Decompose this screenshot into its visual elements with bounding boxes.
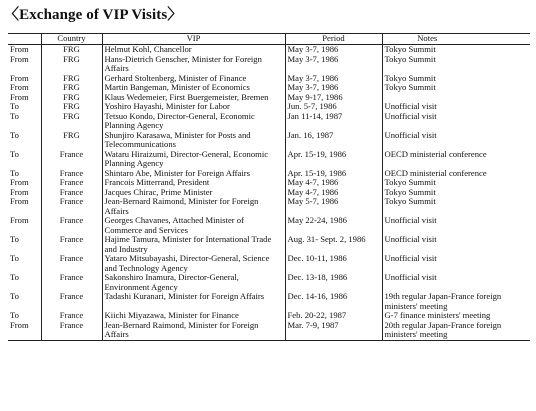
notes-cell: OECD ministerial conference bbox=[382, 150, 530, 169]
notes-cell: Tokyo Summit bbox=[382, 83, 530, 93]
notes-cell: Tokyo Summit bbox=[382, 74, 530, 84]
country-cell: France bbox=[41, 197, 102, 216]
country-cell: France bbox=[41, 273, 102, 292]
table-row bbox=[8, 292, 530, 311]
period-cell: Feb. 20-22, 1987 bbox=[285, 311, 382, 321]
vip-cell: Yoshiro Hayashi, Minister for Labor bbox=[102, 102, 285, 112]
country-cell: France bbox=[41, 311, 102, 321]
direction-cell: From bbox=[10, 216, 29, 225]
direction-cell: From bbox=[10, 92, 29, 102]
direction-cell: From bbox=[10, 73, 29, 83]
table-row bbox=[8, 197, 530, 216]
vip-visits-table bbox=[8, 33, 530, 341]
table-row bbox=[8, 55, 530, 74]
country-cell: France bbox=[41, 235, 102, 254]
vip-cell: Georges Chavanes, Attached Minister of Commerce and Services bbox=[102, 216, 285, 235]
vip-cell: Wataru Hiraizumi, Director-General, Economic Planning Agency bbox=[102, 150, 285, 169]
vip-cell: Hans-Dietrich Genscher, Minister for Foreign Affairs bbox=[102, 55, 285, 74]
table-row bbox=[8, 178, 530, 188]
direction-cell: From bbox=[10, 187, 29, 197]
table-row bbox=[8, 169, 530, 179]
notes-cell: Unofficial visit bbox=[382, 254, 530, 273]
direction-cell: To bbox=[10, 102, 19, 111]
table-row bbox=[8, 102, 530, 112]
table-row bbox=[8, 83, 530, 93]
vip-cell: Sakonshiro Inamura, Director-General, Environment Agency bbox=[102, 273, 285, 292]
period-cell: Dec. 10-11, 1986 bbox=[285, 254, 382, 273]
country-cell: France bbox=[41, 178, 102, 188]
table-row bbox=[8, 188, 530, 198]
vip-cell: Francois Mitterrand, President bbox=[102, 178, 285, 188]
vip-cell: Hajime Tamura, Minister for International Trade and Industry bbox=[102, 235, 285, 254]
table-row bbox=[8, 273, 530, 292]
notes-cell: Tokyo Summit bbox=[382, 45, 530, 55]
direction-cell: From bbox=[10, 178, 29, 187]
notes-cell: Tokyo Summit bbox=[382, 188, 530, 198]
vip-cell: Martin Bangeman, Minister of Economics bbox=[102, 83, 285, 93]
period-cell: Mar. 7-9, 1987 bbox=[285, 321, 382, 341]
period-cell: Apr. 15-19, 1986 bbox=[285, 150, 382, 169]
header-period: Period bbox=[285, 34, 382, 45]
period-cell: May 22-24, 1986 bbox=[285, 216, 382, 235]
notes-cell: OECD ministerial conference bbox=[382, 169, 530, 179]
country-cell: France bbox=[41, 150, 102, 169]
notes-cell: Tokyo Summit bbox=[382, 55, 530, 74]
period-cell: Apr. 15-19, 1986 bbox=[285, 169, 382, 179]
table-row bbox=[8, 74, 530, 84]
country-cell: France bbox=[41, 292, 102, 311]
table-row bbox=[8, 321, 530, 341]
direction-cell: To bbox=[10, 254, 19, 263]
country-cell: FRG bbox=[41, 93, 102, 103]
vip-cell: Klaus Wedemeier, First Buergemeister, Bremen bbox=[102, 93, 285, 103]
country-cell: FRG bbox=[41, 45, 102, 55]
direction-cell: To bbox=[10, 111, 19, 121]
period-cell: May 3-7, 1986 bbox=[285, 83, 382, 93]
notes-cell bbox=[382, 93, 530, 103]
country-cell: FRG bbox=[41, 131, 102, 150]
notes-cell: Unofficial visit bbox=[382, 112, 530, 131]
period-cell: May 5-7, 1986 bbox=[285, 197, 382, 216]
direction-cell: To bbox=[10, 149, 19, 159]
direction-cell: From bbox=[10, 197, 29, 206]
notes-cell: Unofficial visit bbox=[382, 102, 530, 112]
period-cell: May 3-7, 1986 bbox=[285, 45, 382, 55]
header-notes: Notes bbox=[382, 34, 530, 45]
direction-cell: From bbox=[10, 54, 29, 64]
vip-cell: Yataro Mitsubayashi, Director-General, Science and Technology Agency bbox=[102, 254, 285, 273]
direction-cell: From bbox=[10, 44, 29, 54]
notes-cell: 19th regular Japan-France foreign ministers' meeting bbox=[382, 292, 530, 311]
period-cell: Dec. 14-16, 1986 bbox=[285, 292, 382, 311]
period-cell: May 3-7, 1986 bbox=[285, 74, 382, 84]
country-cell: FRG bbox=[41, 74, 102, 84]
table-row bbox=[8, 216, 530, 235]
vip-cell: Jean-Bernard Raimond, Minister for Foreign Affairs bbox=[102, 321, 285, 341]
direction-cell: To bbox=[10, 168, 19, 178]
vip-cell: Gerhard Stoltenberg, Minister of Finance bbox=[102, 74, 285, 84]
country-cell: FRG bbox=[41, 102, 102, 112]
notes-cell: Tokyo Summit bbox=[382, 178, 530, 188]
period-cell: Dec. 13-18, 1986 bbox=[285, 273, 382, 292]
country-cell: France bbox=[41, 321, 102, 341]
direction-cell: To bbox=[10, 292, 19, 301]
direction-cell: To bbox=[10, 273, 19, 282]
country-cell: France bbox=[41, 254, 102, 273]
vip-cell: Tadashi Kuranari, Minister for Foreign Affairs bbox=[102, 292, 285, 311]
vip-cell: Shintaro Abe, Minister for Foreign Affairs bbox=[102, 169, 285, 179]
header-country: Country bbox=[41, 34, 102, 45]
period-cell: Jan. 16, 1987 bbox=[285, 131, 382, 150]
period-cell: May 9-17, 1986 bbox=[285, 93, 382, 103]
table-header-row bbox=[8, 34, 530, 45]
period-cell: May 3-7, 1986 bbox=[285, 55, 382, 74]
table-row bbox=[8, 311, 530, 321]
country-cell: FRG bbox=[41, 112, 102, 131]
period-cell: May 4-7, 1986 bbox=[285, 188, 382, 198]
table-row bbox=[8, 45, 530, 55]
direction-cell: To bbox=[10, 311, 19, 320]
notes-cell: Tokyo Summit bbox=[382, 197, 530, 216]
country-cell: France bbox=[41, 188, 102, 198]
period-cell: Aug. 31- Sept. 2, 1986 bbox=[285, 235, 382, 254]
header-vip: VIP bbox=[102, 34, 285, 45]
page-title: 〈Exchange of VIP Visits〉 bbox=[4, 7, 183, 23]
header-direction bbox=[8, 34, 41, 45]
direction-cell: From bbox=[10, 83, 29, 92]
table-row bbox=[8, 150, 530, 169]
table-row bbox=[8, 112, 530, 131]
vip-cell: Kiichi Miyazawa, Minister for Finance bbox=[102, 311, 285, 321]
vip-cell: Shunjiro Karasawa, Minister for Posts and Telecommunications bbox=[102, 131, 285, 150]
country-cell: FRG bbox=[41, 83, 102, 93]
period-cell: Jan 11-14, 1987 bbox=[285, 112, 382, 131]
table-row bbox=[8, 235, 530, 254]
table-body bbox=[8, 45, 530, 341]
notes-cell: Unofficial visit bbox=[382, 216, 530, 235]
table-row bbox=[8, 254, 530, 273]
notes-cell: Unofficial visit bbox=[382, 273, 530, 292]
direction-cell: To bbox=[10, 235, 19, 244]
country-cell: France bbox=[41, 169, 102, 179]
notes-cell: Unofficial visit bbox=[382, 235, 530, 254]
vip-cell: Jean-Bernard Raimond, Minister for Foreign Affairs bbox=[102, 197, 285, 216]
period-cell: May 4-7, 1986 bbox=[285, 178, 382, 188]
table-row bbox=[8, 93, 530, 103]
vip-cell: Tetsuo Kondo, Director-General, Economic Planning Agency bbox=[102, 112, 285, 131]
vip-cell: Jacques Chirac, Prime Minister bbox=[102, 188, 285, 198]
country-cell: France bbox=[41, 216, 102, 235]
direction-cell: To bbox=[10, 130, 19, 140]
period-cell: Jun. 5-7, 1986 bbox=[285, 102, 382, 112]
direction-cell: From bbox=[8, 321, 41, 341]
notes-cell: G-7 finance ministers' meeting bbox=[382, 311, 530, 321]
notes-cell: Unofficial visit bbox=[382, 131, 530, 150]
vip-cell: Helmut Kohl, Chancellor bbox=[102, 45, 285, 55]
notes-cell: 20th regular Japan-France foreign ministers' meeting bbox=[382, 321, 530, 341]
table-row bbox=[8, 131, 530, 150]
country-cell: FRG bbox=[41, 55, 102, 74]
